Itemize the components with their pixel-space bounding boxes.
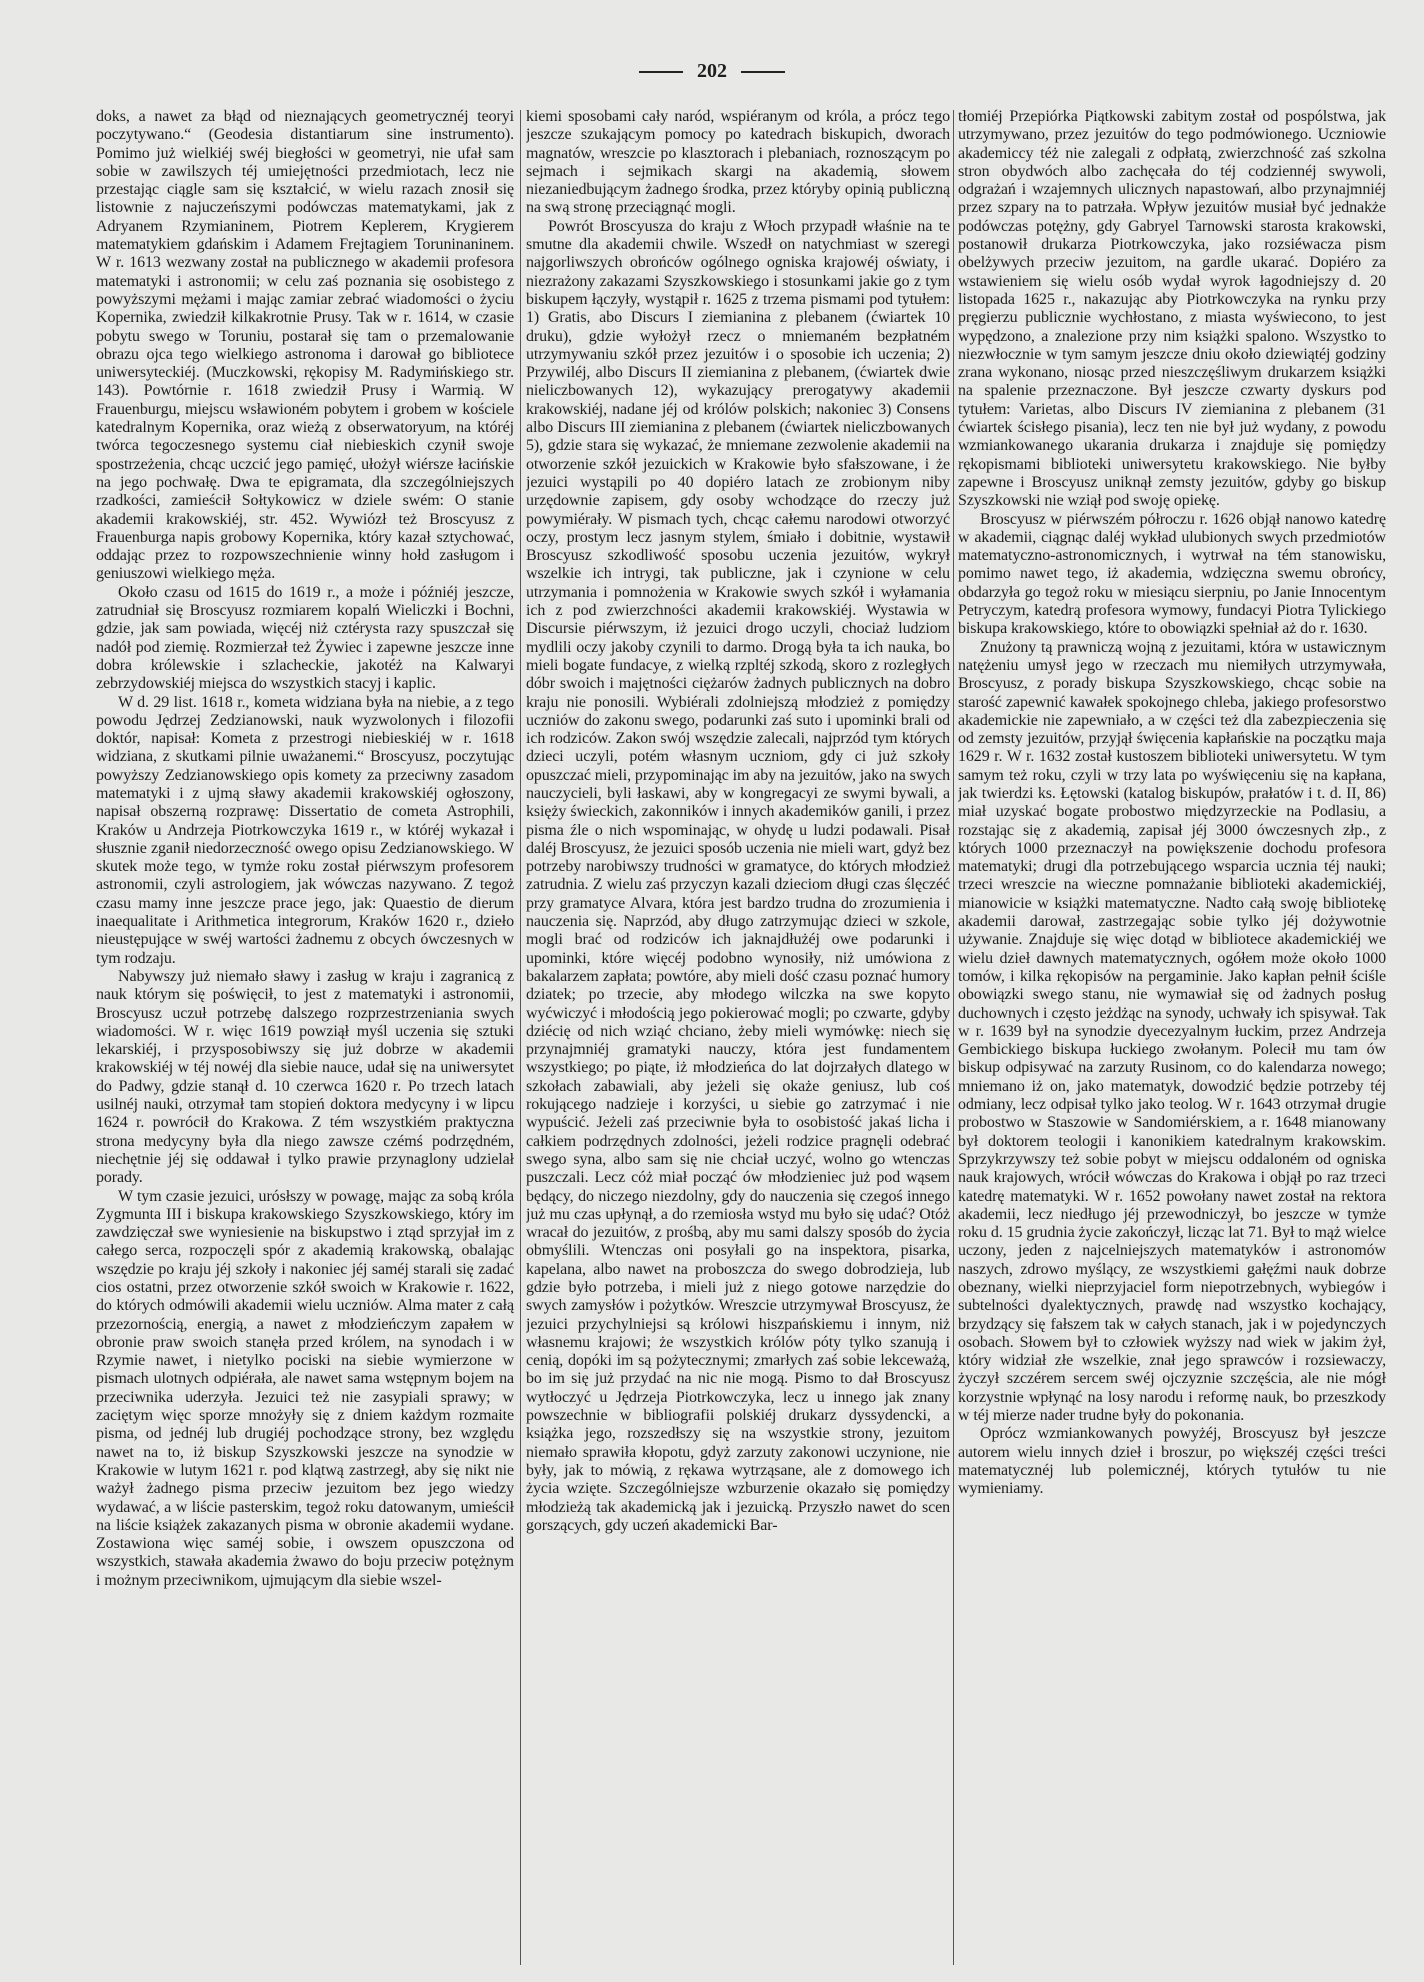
paragraph: Powrót Broscyusza do kraju z Włoch przypadł właśnie na te smutne dla akademii chwile. Wszedł on natychmiast w szeregi najgorliwszych obrońców ogólnego ogniska krajowéj oświaty, i niezrażony zakazami Szyszkowskiego i stosunkami jakie go z tym biskupem łączyły, wystąpił r. 1625 z trzema pismami pod tytułem: 1) Gratis, abo Discurs I ziemianina z plebanem (ćwiartek 10 druku), gdzie wyłożył rzecz o mniemaném bezpłatném utrzymywaniu szkół przez jezuitów i o sposobie ich uczenia; 2) Przywiléj, albo Discurs II ziemianina z plebanem, (ćwiartek dwie nieliczbowanych 12), wykazujący prerogatywy akademii krakowskiéj, nadane jéj od królów polskich; nakoniec 3) Consens albo Discurs III ziemianina z plebanem (ćwiartek nieliczbowanych 5), gdzie stara się wykazać, że mniemane zezwolenie akademii na otworzenie szkół jezuickich w Krakowie było sfałszowane, i że jezuici wystąpili po 40 dopiéro latach ze zrobionym niby urzędownie zapisem, gdy osoby wchodzące do rzeczy już powymiérały. W pismach tych, chcąc całemu narodowi otworzyć oczy, prostym lecz jasnym stylem, śmiało i dobitnie, wystawił Broscyusz szkodliwość sposobu uczenia jezuitów, wykrył wszelkie ich intrygi, tak publiczne, jak i czynione w celu utrzymania i pomnożenia w Krakowie swych szkół i wyłamania ich z pod zwierzchności akademii krakowskiéj. Wystawia w Discursie piérwszym, iż jezuici drogo uczyli, chociaż ludziom mydlili oczy jakoby czynili to darmo. Drogą była ta ich nauka, bo mieli bogate fundacye, z wielką rzpltéj szkodą, skoro z rozległych dóbr swoich i majętności ciężarów żadnych publicznych na dobro kraju nie ponosili. Wybiérali zdolniejszą młodzież z pomiędzy uczniów do zakonu swego, podarunki zaś suto i upominki brali od ich rodziców. Zakon swój wszędzie zalecali, najprzód tym których dzieci uczyli, potém własnym uczniom, gdy ci już szkoły opuszczać mieli, przypominając im aby na jezuitów, jako na swych nauczycieli, byli łaskawi, aby w kongregacyi ze swymi bywali, a księży świeckich, zakonników i innych akademików ganili, i przez pisma źle o nich wspominając, w ohydę u ludzi podawali. Pisał daléj Broscyusz, że jezuici sposób uczenia nie mieli wart, gdyż bez potrzeby narobiwszy trudności w gramatyce, do których młodzież zatrudnia. Z wielu zaś przyczyn kazali dzieciom długi czas ślęczéć przy gramatyce Alvara, która jest bardzo trudna do zrozumienia i nauczenia się. Naprzód, aby długo zatrzymując dzieci w szkole, mogli brać od rodziców ich jaknajdłużéj owe podarunki i upominki, które więcéj podobno wynosiły, niż umówiona z bakalarzem zapłata; powtóre, aby mieli dość czasu poznać humory dziatek; po trzecie, aby młodego wilczka na swe kopyto wyćwiczyć i młodością jego pokierować mogli; po czwarte, gdyby dziécię od nich wziąć chciano, żeby mieli wymówkę: niech się przynajmniéj gramatyki nauczy, która jest fundamentem wszystkiego; po piąte, iż młodzieńca do lat dojrzałych dlatego w szkołach zabawiali, aby jeżeli się okaże geniusz, lub coś rokującego nadzieje i korzyści, u siebie go zatrzymać i nie wypuścić. Jeżeli zaś przeciwnie była to osobistość jakaś licha i całkiem podrzędnych zdolności, jeżeli rodzice pragnęli odebrać swego syna, albo sam się nie chciał uczyć, wolno go wtenczas puszczali. Lecz cóż miał począć ów młodzieniec już pod wąsem będący, do niczego niezdolny, gdy do nauczenia się czegoś innego już mu czas upłynął, a do rzemiosła wstyd mu było się udać? Otóż wracał do jezuitów, z prośbą, aby mu sami dalszy sposób do życia obmyślili. Wtenczas oni posyłali go na inspektora, pisarka, kapelana, albo nawet na proboszcza do swego dobrodzieja, lub gdzie było potrzeba, i mieli już z niego gotowe narzędzie do swych zamysłów i pożytków. Wreszcie utrzymywał Broscyusz, że jezuici przychylniejsi są królowi hiszpańskiemu i innym, niż własnemu krajowi; że wszystkich królów póty tylko szanują i cenią, dopóki im są pożytecznymi; zmarłych zaś sobie lekceważą, bo im się już przydać na nic nie mogą. Pismo to dał Broscyusz wytłoczyć u Jędrzeja Piotrkowczyka, lecz u innego jak znany powszechnie w bibliografii polskiéj drukarz dyssydencki, a książka jego, rozszedłszy się na wszystkie strony, jezuitom niemało sprawiła kłopotu, gdyż zarzuty zakonowi uczynione, nie były, jak to mówią, z rękawa wytrząsane, ale z domowego ich życia wzięte. Szczególniejsze wzburzenie okazało się pomiędzy młodzieżą tak akademicką jak i jezuicką. Przyszło nawet do scen gorszących, gdy uczeń akademicki Bar- xyxy=(526,217,950,1534)
paragraph: W tym czasie jezuici, urósłszy w powagę, mając za sobą króla Zygmunta III i biskupa krakowskiego Szyszkowskiego, który im zawdzięczał swe wyniesienie na biskupstwo i ztąd sprzyjał im z całego serca, rozpoczęli spór z akademią krakowską, obalając wszędzie po kraju jéj szkoły i nakoniec jéj saméj starali się zadać cios ostatni, przez otworzenie szkół swoich w Krakowie r. 1622, do których odmówili akademii wielu uczniów. Alma mater z całą przezornością, energią, a nawet z młodzieńczym zapałem w obronie praw swoich stanęła przed królem, na synodach i w Rzymie nawet, i nietylko pociski na siebie wymierzone w pismach ulotnych odpiérała, ale nawet sama wstępnym bojem na przeciwnika uderzyła. Jezuici też nie zasypiali sprawy; w zaciętym więc sporze mnożyły się z dniem każdym rozmaite pisma, od jednéj lub drugiéj pochodzące strony, bez względu nawet na to, iż biskup Szyszkowski jeszcze na synodzie w Krakowie w lutym 1621 r. pod klątwą zastrzegł, aby się nikt nie ważył żadnego pisma przeciw jezuitom bez jego wiedzy wydawać, a w liście pasterskim, tegoż roku datowanym, umieścił na liście książek zakazanych pisma w obronie akademii wydane. Zostawiona więc saméj sobie, i owszem opuszczona od wszystkich, stawała akademia żwawo do boju przeciw potężnym i możnym przeciwnikom, ujmującym dla siebie wszel- xyxy=(96,1187,514,1589)
paragraph: Nabywszy już niemało sławy i zasług w kraju i zagranicą z nauk którym się poświęcił, to jest z matematyki i astronomii, Broscyusz uczuł potrzebę dalszego rozprzestrzeniania swych wiadomości. W r. więc 1619 powziął myśl uczenia się sztuki lekarskiéj, i przysposobiwszy się już dobrze w akademii krakowskiéj w téj nowéj dla siebie nauce, udał się na uniwersytet do Padwy, gdzie stanął d. 10 czerwca 1620 r. Po trzech latach usilnéj nauki, otrzymał tam stopień doktora medycyny i w lipcu 1624 r. powrócił do Krakowa. Z tém wszystkiém praktyczna strona medycyny była dla niego zawsze czémś podrzędném, niechętnie jéj się oddawał i tylko prawie przynaglony udzielał porady. xyxy=(96,967,514,1187)
text-column-1 xyxy=(96,108,514,1968)
paragraph: Broscyusz w piérwszém półroczu r. 1626 objął nanowo katedrę w akademii, ciągnąc daléj wykład ulubionych swych przedmiotów matematyczno-astronomicznych, i wytrwał na tém stanowisku, pomimo nawet tego, iż akademia, wdzięczna swemu obrońcy, obdarzyła go tegoż roku w miesiącu sierpniu, po Janie Innocentym Petryczym, katedrą profesora wymowy, fundacyi Piotra Tylickiego biskupa krakowskiego, które to obowiązki spełniał aż do r. 1630. xyxy=(958,510,1386,638)
paragraph: doks, a nawet za błąd od nieznających geometrycznéj teoryi poczytywano.“ (Geodesia distantiarum sine instrumento). Pomimo już wielkiéj swéj biegłości w geometryi, nie ufał sam sobie w zawilszych téj umiejętności przedmiotach, lecz nie przestając ciągle sam się kształcić, w wielu razach znosił się listownie z najuczeńszymi podówczas matematykami, jak z Adryanem Rzymianinem, Piotrem Keplerem, Krygierem matematykiem gdańskim i Adamem Frejtagiem Toruninaninem. W r. 1613 wezwany został na publicznego w akademii profesora matematyki i astronomii; w celu zaś poznania się osobistego z powyższymi mężami i mając zamiar zebrać wiadomości o życiu Kopernika, zwiedził kilkakrotnie Prusy. Tak w r. 1614, w czasie pobytu swego w Toruniu, postarał się tam o przemalowanie obrazu ojca tego wielkiego astronoma i darował go bibliotece uniwersyteckiéj. (Muczkowski, rękopisy M. Radymińskiego str. 143). Powtórnie r. 1618 zwiedził Prusy i Warmią. W Frauenburgu, miejscu wsławioném pobytem i grobem w kościele katedralnym Kopernika, oraz wieżą z obserwatoryum, na któréj twórca tegoczesnego systemu ciał niebieskich czynił swoje spostrzeżenia, chcąc uczcić jego pamięć, ułożył wiérsze łacińskie na jego pochwałę. Dwa te epigramata, dla szczególniejszych rzadkości, zamieścił Sołtykowicz w dziele swém: O stanie akademii krakowskiéj, str. 452. Wywiózł też Broscyusz z Frauenburga napis grobowy Kopernika, który kazał sztychować, oddając przez to rozpowszechnienie winny hołd zasługom i geniuszowi wielkiego męża. xyxy=(96,108,514,583)
text-column-3 xyxy=(958,108,1386,1968)
column-divider xyxy=(953,110,954,1965)
page-number xyxy=(0,60,1424,83)
column-divider xyxy=(520,110,521,1965)
text-column-2 xyxy=(526,108,950,1968)
paragraph: Oprócz wzmiankowanych powyżéj, Broscyusz był jeszcze autorem wielu innych dzieł i broszur, po większéj części treści matematycznéj lub polemicznéj, których tytułów tu nie wymieniamy. xyxy=(958,1425,1386,1498)
page-number-dash-left xyxy=(639,71,683,73)
paragraph: Około czasu od 1615 do 1619 r., a może i późniéj jeszcze, zatrudniał się Broscyusz rozmiarem kopalń Wieliczki i Bochni, gdzie, jak sam powiada, więcéj niż cztérysta razy spuszczał się nadół pod ziemię. Rozmierzał też Żywiec i zapewne jeszcze inne dobra królewskie i szlacheckie, jakotéż na Kalwaryi zebrzydowskiéj miejsca do wszystkich stacyj i kaplic. xyxy=(96,583,514,693)
page-number-text: 202 xyxy=(697,60,727,82)
paragraph: tłomiéj Przepiórka Piątkowski zabitym został od pospólstwa, jak utrzymywano, przez jezuitów do tego podmówionego. Uczniowie akademiccy téż nie zalegali z odpłatą, zwierzchność zaś szkolna stron obydwóch albo zachęcała do téj codziennéj swywoli, odgrażań i wzajemnych ulicznych napastowań, albo przynajmniéj przez szpary na to patrzała. Wpływ jezuitów musiał być jednakże podówczas potężny, gdy Gabryel Tarnowski starosta krakowski, postanowił drukarza Piotrkowczyka, jako rozsiéwacza pism obelżywych przeciw jezuitom, na gardle ukarać. Dopiéro za wstawieniem się wielu osób wydał wyrok łagodniejszy d. 20 listopada 1625 r., nakazując aby Piotrkowczyka na rynku przy pręgierzu publicznie wychłostano, z miasta wyświecono, to jest wypędzono, a znalezione przy nim książki spalono. Wszystko to niezwłocznie w tym samym jeszcze dniu około dziewiątéj godziny zrana wykonano, niosąc przed nieszczęśliwym drukarzem książki na spalenie przeznaczone. Był jeszcze czwarty dyskurs pod tytułem: Varietas, albo Discurs IV ziemianina z plebanem (31 ćwiartek ścisłego pisania), lecz ten nie był już wydany, z powodu wzmiankowanego ukarania drukarza i znajduje się pomiędzy rękopismami biblioteki uniwersytetu krakowskiego. Nie byłby zapewne i Broscyusz uniknął zemsty jezuitów, gdyby go biskup Szyszkowski nie wziął pod swoję opiekę. xyxy=(958,108,1386,510)
paragraph: Znużony tą prawniczą wojną z jezuitami, która w ustawicznym natężeniu umysł jego w rzeczach mu niemiłych utrzymywała, Broscyusz, z porady biskupa Szyszkowskiego, chcąc sobie na starość zapewnić kawałek spokojnego chleba, jakiego profesorstwo akademickie nie zapewniało, a w części też dla zabezpieczenia się od zemsty jezuitów, przyjął święcenia kapłańskie na początku maja 1629 r. W r. 1632 został kustoszem biblioteki uniwersytetu. W tym samym też roku, czyli w trzy lata po wyświęceniu się na kapłana, jak twierdzi ks. Łętowski (katalog biskupów, prałatów i t. d. II, 86) miał uzyskać bogate probostwo międzyrzeckie na Podlasiu, a rozstając się z akademią, zapisał jéj 3000 ówczesnych złp., z których 1000 przeznaczył na powiększenie dochodu profesora matematyki; drugi dla potrzebującego wsparcia ucznia téj nauki; trzeci wreszcie na wieczne pomnażanie biblioteki akademickiéj, mianowicie w książki matematyczne. Nadto całą swoję bibliotekę akademii darował, zastrzegając sobie tylko jéj dożywotnie używanie. Znajduje się więc dotąd w bibliotece akademickiéj we wielu dzieł dawnych matematycznych, ogółem może około 1000 tomów, i kilka rękopisów na pergaminie. Jako kapłan pełnił ściśle obowiązki swego stanu, nie wymawiał się od żadnych posług duchownych i często jeżdżąc na synody, uchwały ich spisywał. Tak w r. 1639 był na synodzie dyecezyalnym łuckim, przez Andrzeja Gembickiego biskupa łuckiego zwołanym. Polecił mu tam ów biskup odpisywać na zarzuty Rusinom, co do kalendarza nowego; mniemano iż on, jako matematyk, dowodzić będzie potrzeby téj odmiany, lecz odpisał tylko jako teolog. W r. 1643 otrzymał drugie probostwo w Staszowie w Sandomiérskiem, a r. 1648 mianowany był doktorem teologii i kanonikiem katedralnym krakowskim. Sprzykrzywszy też sobie pobyt w miejscu oddaloném od ogniska nauk krajowych, wrócił wówczas do Krakowa i objął po raz trzeci katedrę matematyki. W r. 1652 powołany nawet został na rektora akademii, lecz niedługo jéj przewodniczył, bo jeszcze w tymże roku d. 15 grudnia życie zakończył, licząc lat 71. Był to mąż wielce uczony, jeden z najcelniejszych matematyków i astronomów naszych, zdrowo myślący, ze wszystkiemi gałęźmi nauk dobrze obeznany, wielki nieprzyjaciel form niepotrzebnych, wybiegów i subtelności dyalektycznych, prawdę nad wszystko kochający, brzydzący się fałszem tak w całych stanach, jak i w pojedynczych osobach. Słowem był to człowiek wyższy nad wiek w jakim żył, który widział złe wszelkie, znał jego sprawców i rozsiewaczy, życzył szczérem sercem swéj ojczyznie szczęścia, ale nie mógł korzystnie wpłynąć na losy narodu i reformę nauk, bo przeszkody w téj mierze nader trudne były do pokonania. xyxy=(958,638,1386,1425)
paragraph: W d. 29 list. 1618 r., kometa widziana była na niebie, a z tego powodu Jędrzej Zedzianowski, nauk wyzwolonych i filozofii doktór, napisał: Kometa z przestrogi niebieskiéj w r. 1618 widziana, z skutkami pilnie uważanemi.“ Broscyusz, poczytując powyższy Zedzianowskiego opis komety za przeciwny zasadom matematyki i z ujmą sławy akademii krakowskiéj ogłoszony, napisał obszerną rozprawę: Dissertatio de cometa Astrophili, Kraków u Andrzeja Piotrkowczyka 1619 r., w któréj wykazał i słusznie zganił niedorzeczność owego opisu Zedzianowskiego. W skutek może tego, w tymże roku został piérwszym profesorem astronomii, czyli astrologiem, jak wówczas nazywano. Z tegoż czasu mamy inne jeszcze prace jego, jak: Quaestio de dierum inaequalitate i Arithmetica integrorum, Kraków 1620 r., dzieło nieustępujące w swéj wartości żadnemu z obcych ówczesnych w tym rodzaju. xyxy=(96,693,514,967)
page-number-dash-right xyxy=(741,71,785,73)
paragraph: kiemi sposobami cały naród, wspiéranym od króla, a prócz tego jeszcze szukającym pomocy po katedrach biskupich, dworach magnatów, wreszcie po klasztorach i plebaniach, roznoszącym po sejmach i sejmikach skargi na akademią, słowem niezaniedbującym żadnego środka, przez któryby opinią publiczną na swą stronę przeciągnąć mogli. xyxy=(526,108,950,217)
